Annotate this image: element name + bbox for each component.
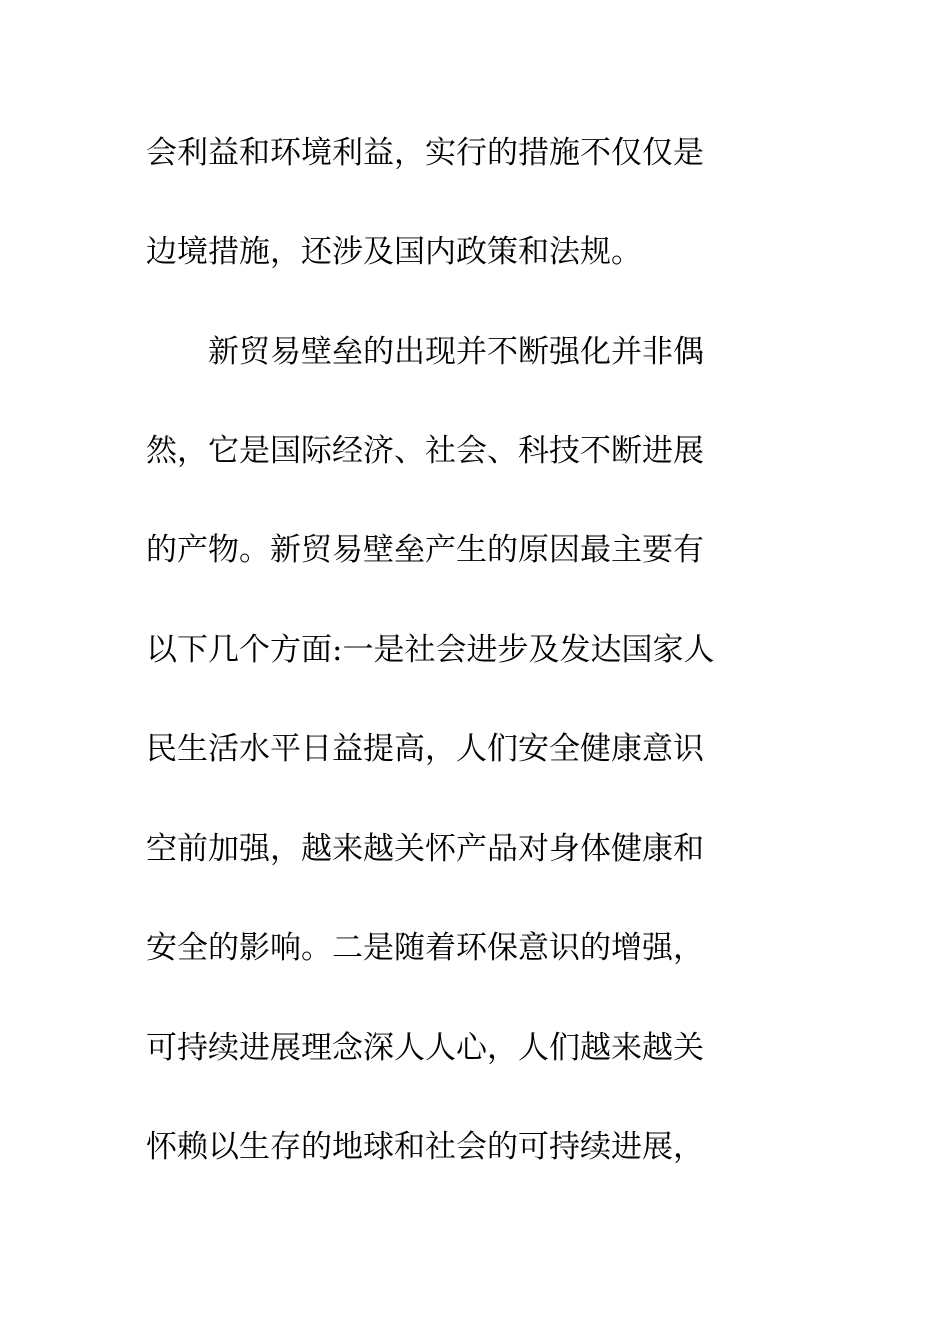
text-line: 安全的影响。二是随着环保意识的增强，	[146, 930, 704, 966]
text-line: 可持续进展理念深人人心，人们越来越关	[146, 1030, 704, 1066]
text-line: 民生活水平日益提高，人们安全健康意识	[146, 731, 704, 767]
paragraph-start-line: 新贸易壁垒的出现并不断强化并非偶	[146, 334, 704, 370]
text-line: 然，它是国际经济、社会、科技不断进展	[146, 433, 704, 469]
text-line: 以下几个方面:一是社会进步及发达国家人	[146, 632, 715, 668]
text-line: 的产物。新贸易壁垒产生的原因最主要有	[146, 532, 704, 568]
text-line: 边境措施，还涉及国内政策和法规。	[146, 234, 642, 270]
text-line: 会利益和环境利益，实行的措施不仅仅是	[146, 135, 704, 171]
text-line: 怀赖以生存的地球和社会的可持续进展，	[146, 1129, 704, 1165]
text-line: 空前加强，越来越关怀产品对身体健康和	[146, 831, 704, 867]
